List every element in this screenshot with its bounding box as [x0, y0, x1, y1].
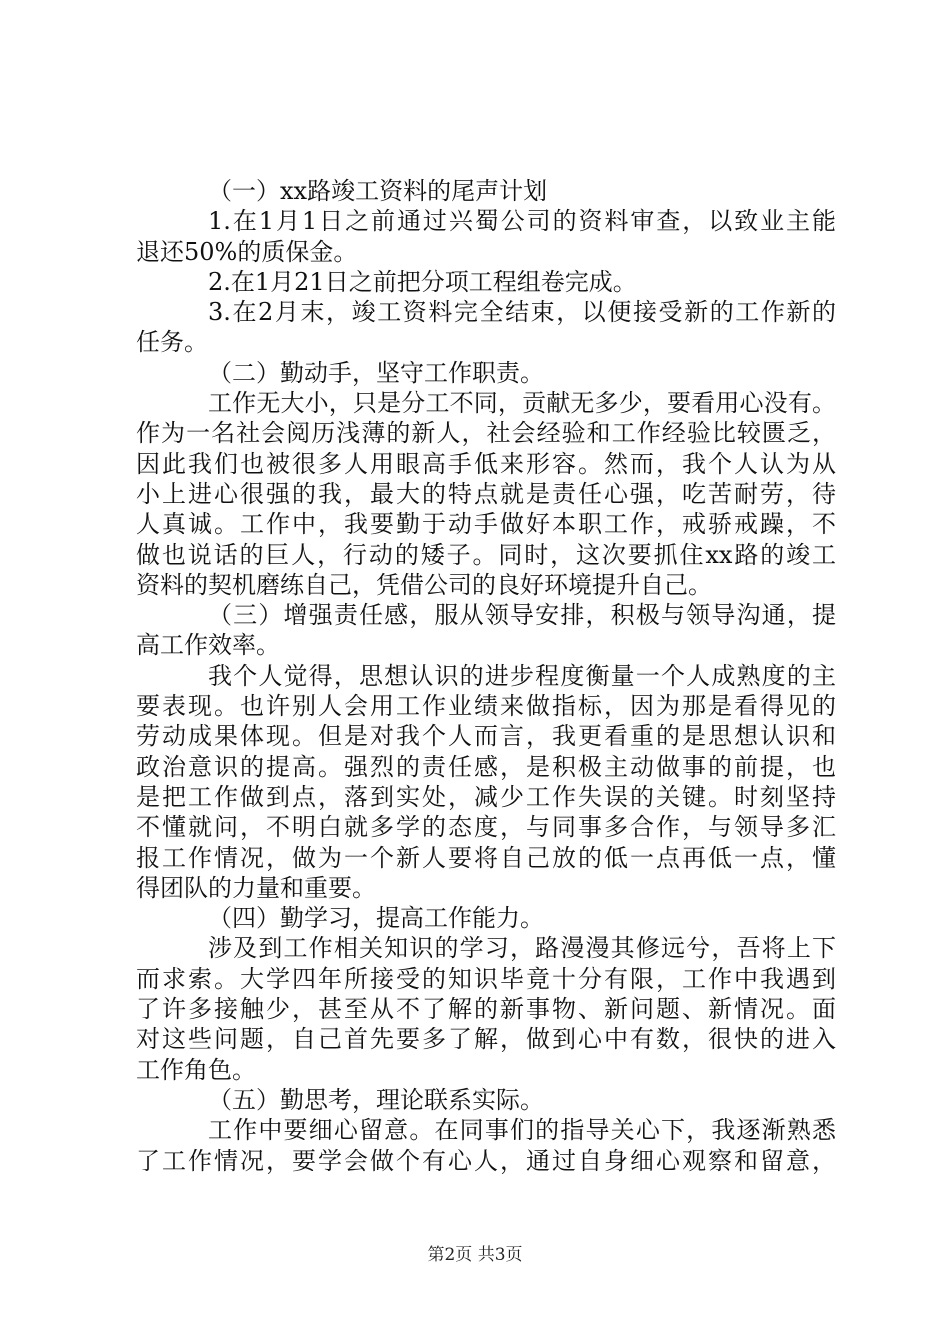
paragraph-line: 不懂就问，不明白就多学的态度，与同事多合作，与领导多汇 — [136, 813, 836, 842]
document-body — [136, 176, 836, 1176]
paragraph-line: 涉及到工作相关知识的学习，路漫漫其修远兮，吾将上下 — [208, 934, 836, 963]
paragraph-line: 得团队的力量和重要。 — [136, 873, 376, 902]
paragraph-line: 工作角色。 — [136, 1055, 256, 1084]
section-heading-2: （二）勤动手，坚守工作职责。 — [208, 358, 544, 387]
paragraph-line: 因此我们也被很多人用眼高手低来形容。然而，我个人认为从 — [136, 449, 836, 478]
section-heading-1: （一）xx路竣工资料的尾声计划 — [208, 177, 548, 205]
paragraph-line: 2.在1月21日之前把分项工程组卷完成。 — [208, 267, 637, 296]
section-heading-3-cont: 高工作效率。 — [136, 631, 280, 660]
paragraph-line: 退还50%的质保金。 — [136, 237, 358, 266]
paragraph-line: 是把工作做到点，落到实处，减少工作失误的关键。时刻坚持 — [136, 782, 836, 811]
paragraph-line: 3.在2月末，竣工资料完全结束，以便接受新的工作新的 — [208, 298, 836, 327]
paragraph-line: 任务。 — [136, 328, 208, 357]
paragraph-line: 对这些问题，自己首先要多了解，做到心中有数，很快的进入 — [136, 1025, 836, 1054]
section-heading-5: （五）勤思考，理论联系实际。 — [208, 1085, 544, 1114]
paragraph-line: 工作中要细心留意。在同事们的指导关心下，我逐渐熟悉 — [208, 1116, 836, 1145]
paragraph-line: 1.在1月1日之前通过兴蜀公司的资料审查，以致业主能 — [208, 207, 836, 236]
paragraph-line: 工作无大小，只是分工不同，贡献无多少，要看用心没有。 — [208, 389, 836, 418]
paragraph-line: 小上进心很强的我，最大的特点就是责任心强，吃苦耐劳，待 — [136, 479, 836, 508]
paragraph-line: 了许多接触少，甚至从不了解的新事物、新问题、新情况。面 — [136, 995, 836, 1024]
paragraph-line: 了工作情况，要学会做个有心人，通过自身细心观察和留意， — [136, 1146, 836, 1175]
paragraph-line: 人真诚。工作中，我要勤于动手做好本职工作，戒骄戒躁，不 — [136, 510, 836, 539]
paragraph-line: 要表现。也许别人会用工作业绩来做指标，因为那是看得见的 — [136, 692, 836, 721]
section-heading-4: （四）勤学习，提高工作能力。 — [208, 904, 544, 933]
paragraph-line: 劳动成果体现。但是对我个人而言，我更看重的是思想认识和 — [136, 722, 836, 751]
paragraph-line: 做也说话的巨人，行动的矮子。同时，这次要抓住xx路的竣工 — [136, 540, 836, 569]
paragraph-line: 资料的契机磨练自己，凭借公司的良好环境提升自己。 — [136, 570, 712, 599]
page-number-footer: 第2页 共3页 — [427, 1245, 523, 1265]
paragraph-line: 政治意识的提高。强烈的责任感，是积极主动做事的前提，也 — [136, 752, 836, 781]
section-heading-3: （三）增强责任感，服从领导安排，积极与领导沟通，提 — [208, 601, 836, 630]
paragraph-line: 而求索。大学四年所接受的知识毕竟十分有限，工作中我遇到 — [136, 964, 836, 993]
paragraph-line: 我个人觉得，思想认识的进步程度衡量一个人成熟度的主 — [208, 661, 836, 690]
paragraph-line: 作为一名社会阅历浅薄的新人，社会经验和工作经验比较匮乏， — [136, 419, 836, 448]
paragraph-line: 报工作情况，做为一个新人要将自己放的低一点再低一点，懂 — [136, 843, 836, 872]
